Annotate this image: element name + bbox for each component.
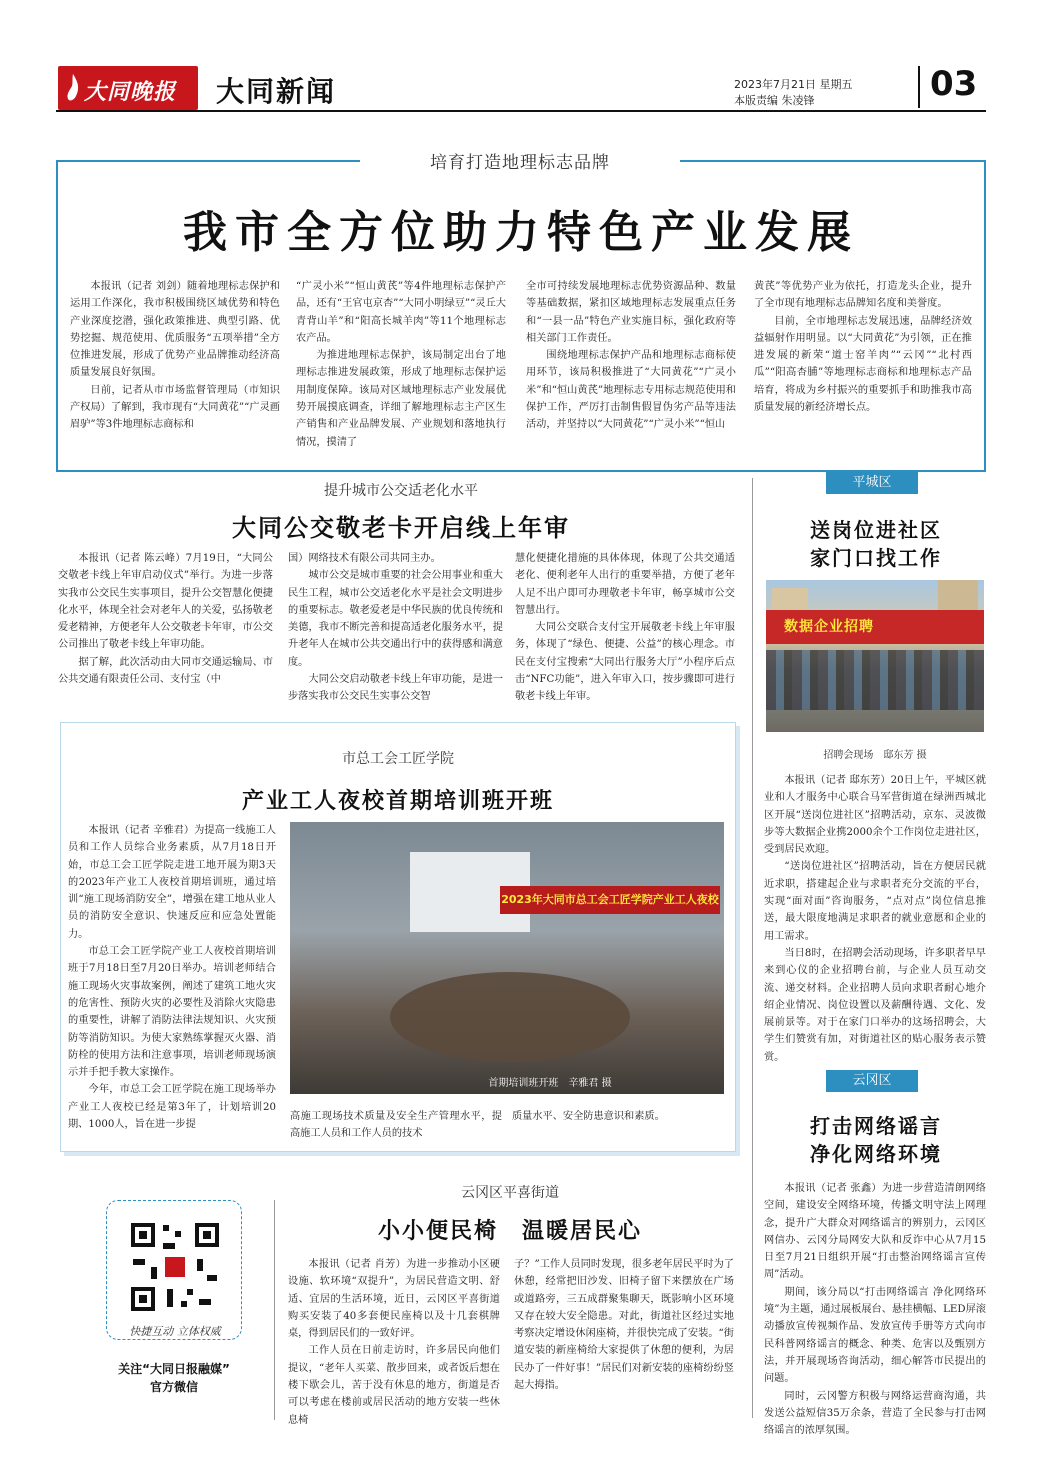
yungang-p2: 期间，该分局以“打击网络谣言 净化网络环境”为主题，通过展板展台、悬挂横幅、LED屏滚动播放宣传视频作品、发放宣传手册等方式向市民科普网络谣言的概念、种类、危害以及甄别方法，并开展现场咨询活动，细心解答市民提出的问题。 [764, 1286, 986, 1385]
yungang-body [764, 1180, 986, 1437]
lead-c1-p2: 日前，记者从市市场监督管理局（市知识产权局）了解到，我市现有“大同黄花”“广灵画眉驴”等3件地理标志商标和 [70, 384, 280, 431]
paper-name: 大同晚报 [84, 79, 177, 105]
bus-col-2 [288, 550, 503, 710]
crowd [766, 650, 984, 710]
photo-caption: 首期培训班开班 辛雅君 摄 [488, 1078, 612, 1089]
yungang-district-tag: 云冈区 [826, 1070, 918, 1092]
lead-c2-p1: “广灵小米”“恒山黄芪”等4件地理标志保护产品，还有“王官屯京杏”“大同小明绿豆”“灵丘大青背山羊”和“阳高长城羊肉”等11个地理标志农产品。 [296, 281, 506, 344]
bus-headline: 大同公交敬老卡开启线上年审 [232, 514, 570, 542]
bus-c3-p2: 大同公交联合支付宝开展敬老卡线上年审服务，体现了“绿色、便捷、公益”的核心理念。市民在支付宝搜索“大同出行服务大厅”小程序后点击“NFC功能”，进入年审入口，按步骤即可进行敬老卡线上年审。 [515, 622, 735, 703]
date-line: 2023年7月21日 星期五 [734, 78, 853, 91]
yungang-headline-2: 净化网络环境 [810, 1142, 942, 1166]
yungang-p3: 同时，云冈警方积极与网络运营商沟通，共发送公益短信35万余条，营造了全民参与打击网络谣言的浓厚氛围。 [764, 1390, 986, 1437]
lead-c2-p2: 为推进地理标志保护，该局制定出台了地理标志推进发展政策，形成了地理标志保护运用制度保障。该局对区域地理标志产业发展优势开展摸底调查，详细了解地理标志主产区生产销售和产业品牌发展、产业规划和落地执行情况，摸清了 [296, 350, 506, 448]
lead-col-2 [296, 278, 506, 458]
bus-c3-p1: 慧化便捷化措施的具体体现，体现了公共交通适老化、便利老年人出行的重要举措，方便了老年人足不出户即可办理敬老卡年审，畅享城市公交智慧出行。 [515, 553, 735, 616]
qr-divider [274, 1200, 275, 1420]
chair-col-2 [514, 1256, 734, 1436]
lead-c1-p1: 本报讯（记者 刘剑）随着地理标志保护和运用工作深化，我市积极围绕区域优势和特色产业深度挖潜，强化政策推进、典型引路、优势挖掘、规范使用、优质服务“五项举措”全方位推进发展，形成了优势产业品牌推动经济高质量发展良好氛围。 [70, 281, 280, 379]
bus-col-3 [515, 550, 735, 710]
lead-kicker-text: 培育打造地理标志品牌 [430, 153, 610, 173]
chair-headline: 小小便民椅 温暖居民心 [377, 1219, 642, 1244]
qr-code-icon[interactable] [127, 1219, 223, 1315]
pingcheng-p2: “送岗位进社区”招聘活动，旨在方便居民就近求职，搭建起企业与求职者充分交流的平台，实现“面对面”咨询服务，“点对点”岗位信息推送，最大限度地满足求职者的就业意愿和企业的用工需求。 [764, 861, 986, 942]
qr-block [106, 1200, 242, 1340]
chair-col-1 [288, 1256, 500, 1436]
page-number: 03 [930, 64, 978, 104]
bus-kicker: 提升城市公交适老化水平 [324, 483, 478, 499]
job-fair-caption: 招聘会现场 邸东芳 摄 [823, 750, 927, 761]
lead-headline: 我市全方位助力特色产业发展 [183, 207, 859, 258]
bus-col-1 [58, 550, 273, 710]
bus-c2-p2: 城市公交是城市重要的社会公用事业和重大民生工程，城市公交适老化水平是社会文明进步的重要标志。敬老爱老是中华民族的优良传统和美德，我市不断完善和提高适老化服务水平，提升老年人在城市公共交通出行中的获得感和满意度。 [288, 570, 503, 668]
school-p2: 市总工会工匠学院产业工人夜校首期培训班于7月18日至7月20日举办。培训老师结合施工现场火灾事故案例，阐述了建筑工地火灾的危害性、预防火灾的必要性及消除火灾隐患的重要性，讲解了消防法律法规知识、火灾预防等消防知识。为使大家熟练掌握灭火器、消防栓的使用方法和注意事项，培训老师现场演示并手把手教大家操作。 [68, 946, 276, 1079]
qr-follow-1: 关注“大同日报融媒” [118, 1362, 230, 1376]
school-p5: 质量水平、安全防患意识和素质。 [512, 1111, 665, 1122]
lead-c4-p2: 目前，全市地理标志发展迅速，品牌经济效益辐射作用明显。以“大同黄花”为引领，正在推进发展的新荣“道士窑羊肉”“云冈”“北村西瓜”“阳高杏脯”等地理标志商标和地理标志产品培育，将成为乡村振兴的重要抓手和助推我市高质量发展的新经济增长点。 [754, 315, 972, 414]
lead-kicker-rule-left [240, 160, 360, 162]
pingcheng-p3: 当日8时，在招聘会活动现场，许多职者早早来到心仪的企业招聘台前，与企业人员互动交流、递交材料。企业招聘人员向求职者耐心地介绍企业情况、岗位设置以及薪酬待遇、文化、发展前景等。对于在家门口举办的这场招聘会，大学生们赞赏有加，对街道社区的贴心服务表示赞赏。 [764, 947, 986, 1063]
school-p3: 今年，市总工会工匠学院在施工现场举办产业工人夜校已经是第3年了，计划培训20期、1000人，旨在进一步提 [68, 1084, 276, 1131]
yungang-headline-1: 打击网络谣言 [810, 1114, 942, 1138]
paper-logo [58, 66, 198, 110]
lead-c4-p1: 黄芪”等优势产业为依托，打造龙头企业，提升了全市现有地理标志品牌知名度和美誉度。 [754, 281, 972, 310]
school-col-left [68, 822, 276, 1142]
pingcheng-body [764, 772, 986, 1063]
bus-c2-p3: 大同公交启动敬老卡线上年审功能，是进一步落实我市公交民生实事公交智 [288, 674, 503, 703]
chair-c1-p2: 工作人员在日前走访时，许多居民向他们提议，“老年人买菜、散步回来，或者饭后想在楼下歇会儿，苦于没有休息的地方，街道是否可以考虑在楼前或居民活动的地方安装一些休息椅 [288, 1345, 500, 1426]
school-headline: 产业工人夜校首期培训班开班 [241, 789, 554, 814]
chair-kicker: 云冈区平喜街道 [461, 1185, 559, 1201]
lead-c3-p1: 全市可持续发展地理标志优势资源品种、数量等基础数据，紧扣区域地理标志发展重点任务和“一县一品”特色产业实施目标，强化政府等相关部门工作责任。 [526, 281, 736, 344]
pingcheng-headline-1: 送岗位进社区 [810, 518, 942, 542]
section-name: 大同新闻 [216, 75, 337, 108]
qr-follow-2: 官方微信 [149, 1380, 198, 1394]
masthead-divider [918, 66, 920, 108]
bus-c1-p1: 本报讯（记者 陈云峰）7月19日，“大同公交敬老卡线上年审启动仪式”举行。为进一步落实我市公交民生实事项目，提升公交智慧化便捷化水平，体现全社会对老年人的关爱，弘扬敬老爱老精神，方便老年人公交敬老卡年审，市公交公司推出了敬老卡线上年审功能。 [58, 553, 273, 651]
masthead [56, 62, 986, 112]
column-divider [752, 478, 753, 1418]
school-bottom-2 [512, 1108, 724, 1148]
bus-c1-p2: 据了解，此次活动由大同市交通运输局、市公共交通有限责任公司、支付宝（中 [58, 656, 273, 686]
photo-banner: 2023年大同市总工会工匠学院产业工人夜校 [500, 886, 720, 914]
flame-icon [64, 72, 82, 104]
night-school-photo [290, 822, 724, 1094]
pingcheng-district-tag: 平城区 [826, 472, 918, 494]
school-bottom-1 [290, 1108, 502, 1148]
bus-c2-p1: 国）网络技术有限公司共同主办。 [288, 553, 441, 564]
job-fair-photo [766, 580, 984, 732]
lead-col-4 [754, 278, 972, 458]
pingcheng-headline-2: 家门口找工作 [810, 546, 942, 570]
school-kicker: 市总工会工匠学院 [342, 751, 454, 767]
school-p4: 高施工现场技术质量及安全生产管理水平，提高施工人员和工作人员的技术 [290, 1111, 502, 1140]
masthead-rule [56, 110, 986, 112]
lead-col-1 [70, 278, 280, 458]
lead-c3-p2: 围绕地理标志保护产品和地理标志商标使用环节，该局积极推进了“大同黄花”“广灵小米”和“恒山黄芪”地理标志专用标志规范使用和保护工作，严厉打击制售假冒伪劣产品等违法活动，并坚持以“大同黄花”“广灵小米”“恒山 [526, 350, 736, 431]
editor-line: 本版责编 朱凌锋 [734, 94, 815, 107]
tent-banner: 数据企业招聘 [784, 619, 874, 635]
school-p1: 本报讯（记者 辛雅君）为提高一线施工人员和工作人员综合业务素质，从7月18日开始，市总工会工匠学院走进工地开展为期3天的2023年产业工人夜校首期培训班，通过培训“施工现场消防安全”，增强在建工地从业人员的消防安全意识、快速反应和应急处置能力。 [68, 825, 276, 940]
chair-c1-p1: 本报讯（记者 肖芳）为进一步推动小区硬设施、软环境“双提升”，为居民营造文明、舒适、宜居的生活环境，近日，云冈区平喜街道购买安装了40多套便民座椅以及十几套棋牌桌，得到居民们的一致好评。 [288, 1259, 500, 1340]
lead-col-3 [526, 278, 736, 458]
pingcheng-p1: 本报讯（记者 邸东芳）20日上午，平城区就业和人才服务中心联合马军营街道在绿洲西城北区开展“送岗位进社区”招聘活动，京东、灵波微步等大数据企业携2000余个工作岗位走进社区，受到居民欢迎。 [764, 775, 986, 856]
qr-slogan: 快捷互动 立体权威 [129, 1325, 221, 1338]
lead-kicker [360, 148, 680, 174]
meeting-table [390, 972, 630, 1062]
chair-c2-p1: 子？”工作人员同时发现，很多老年居民平时为了休憩，经常把旧沙发、旧椅子留下来摆放在广场或道路旁，三五成群聚集聊天，既影响小区环境又存在较大安全隐患。对此，街道社区经过实地考察决定增设休闲座椅，并很快完成了安装。“街道安装的新座椅给大家提供了休憩的便利，为居民办了一件好事！”居民们对新安装的座椅纷纷竖起大拇指。 [514, 1259, 734, 1392]
yungang-p1: 本报讯（记者 张鑫）为进一步营造清朗网络空间，建设安全网络环境，传播文明守法上网理念，提升广大群众对网络谣言的辨别力，云冈区网信办、云冈分局网安大队和反诈中心从7月15日至7月21日组织开展“打击整治网络谣言宣传周”活动。 [764, 1183, 986, 1281]
